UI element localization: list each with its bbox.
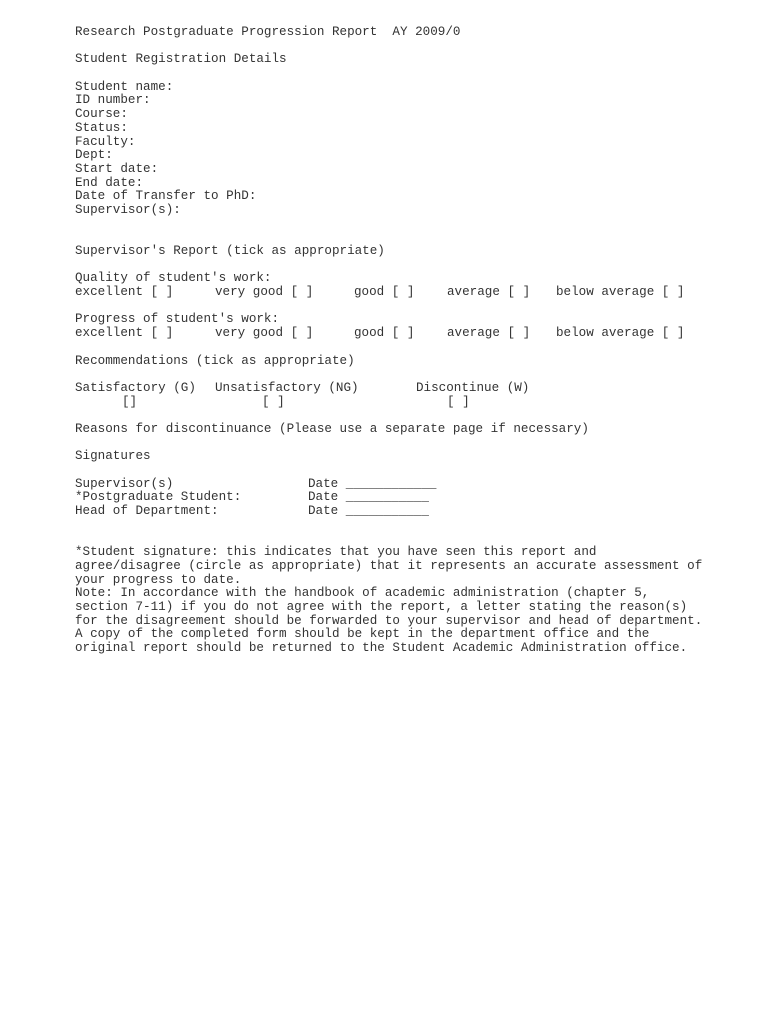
satisfactory-checkbox[interactable]: [] bbox=[122, 394, 138, 409]
recommendation-boxes bbox=[75, 396, 715, 410]
quality-good-checkbox[interactable]: good [ ] bbox=[354, 285, 415, 300]
quality-below-average-checkbox[interactable]: below average [ ] bbox=[556, 285, 685, 300]
supervisor-report-heading: Supervisor's Report (tick as appropriate) bbox=[75, 244, 385, 259]
field-start-date: Start date: bbox=[75, 161, 159, 176]
unsatisfactory-label: Unsatisfactory (NG) bbox=[215, 380, 359, 395]
quality-average-checkbox[interactable]: average [ ] bbox=[447, 285, 531, 300]
field-faculty: Faculty: bbox=[75, 134, 136, 149]
signature-row-student bbox=[75, 491, 715, 505]
signature-date-field[interactable]: Date ___________ bbox=[308, 490, 429, 505]
quality-excellent-checkbox[interactable]: excellent [ ] bbox=[75, 285, 174, 300]
recommendation-labels bbox=[75, 382, 715, 396]
signature-label: *Postgraduate Student: bbox=[75, 490, 242, 505]
signature-label: Supervisor(s) bbox=[75, 476, 174, 491]
copy-note: A copy of the completed form should be kept in the department office and the original report should be returned to the Student Academic Administration office. bbox=[75, 627, 688, 656]
signature-row-head bbox=[75, 505, 715, 519]
signature-date-field[interactable]: Date ____________ bbox=[308, 476, 437, 491]
progress-very-good-checkbox[interactable]: very good [ ] bbox=[215, 326, 314, 341]
field-course: Course: bbox=[75, 107, 128, 122]
registration-fields bbox=[75, 81, 715, 218]
student-signature-note: *Student signature: this indicates that you have seen this report and agree/disagree (circle as appropriate) that it represents an accurate assessment of your progress to date. bbox=[75, 545, 703, 587]
reasons-text: Reasons for discontinuance (Please use a separate page if necessary) bbox=[75, 421, 589, 436]
progress-below-average-checkbox[interactable]: below average [ ] bbox=[556, 326, 685, 341]
quality-label: Quality of student's work: bbox=[75, 271, 272, 286]
satisfactory-label: Satisfactory (G) bbox=[75, 380, 196, 395]
quality-very-good-checkbox[interactable]: very good [ ] bbox=[215, 285, 314, 300]
quality-options bbox=[75, 286, 715, 300]
appeal-note: Note: In accordance with the handbook of academic administration (chapter 5, section 7-11) if you do not agree with the report, a letter stating the reason(s) for the disagreement should be forwarded to your supervisor and head of department. bbox=[75, 586, 703, 628]
progress-good-checkbox[interactable]: good [ ] bbox=[354, 326, 415, 341]
field-status: Status: bbox=[75, 120, 128, 135]
progress-average-checkbox[interactable]: average [ ] bbox=[447, 326, 531, 341]
field-supervisors: Supervisor(s): bbox=[75, 202, 181, 217]
registration-heading: Student Registration Details bbox=[75, 52, 287, 67]
signature-label: Head of Department: bbox=[75, 504, 219, 519]
discontinue-label: Discontinue (W) bbox=[416, 380, 530, 395]
signatures-heading: Signatures bbox=[75, 449, 151, 464]
document-title: Research Postgraduate Progression Report AY 2009/0 bbox=[75, 25, 461, 39]
unsatisfactory-checkbox[interactable]: [ ] bbox=[262, 394, 285, 409]
field-student-name: Student name: bbox=[75, 79, 174, 94]
field-dept: Dept: bbox=[75, 148, 113, 163]
progress-excellent-checkbox[interactable]: excellent [ ] bbox=[75, 326, 174, 341]
field-id-number: ID number: bbox=[75, 93, 151, 108]
field-transfer-date: Date of Transfer to PhD: bbox=[75, 189, 257, 204]
signature-row-supervisor bbox=[75, 478, 715, 492]
recommendations-heading: Recommendations (tick as appropriate) bbox=[75, 353, 355, 368]
progress-options bbox=[75, 327, 715, 341]
signature-date-field[interactable]: Date ___________ bbox=[308, 504, 429, 519]
document-body bbox=[75, 26, 715, 656]
field-end-date: End date: bbox=[75, 175, 144, 190]
progress-label: Progress of student's work: bbox=[75, 312, 280, 327]
discontinue-checkbox[interactable]: [ ] bbox=[447, 394, 470, 409]
